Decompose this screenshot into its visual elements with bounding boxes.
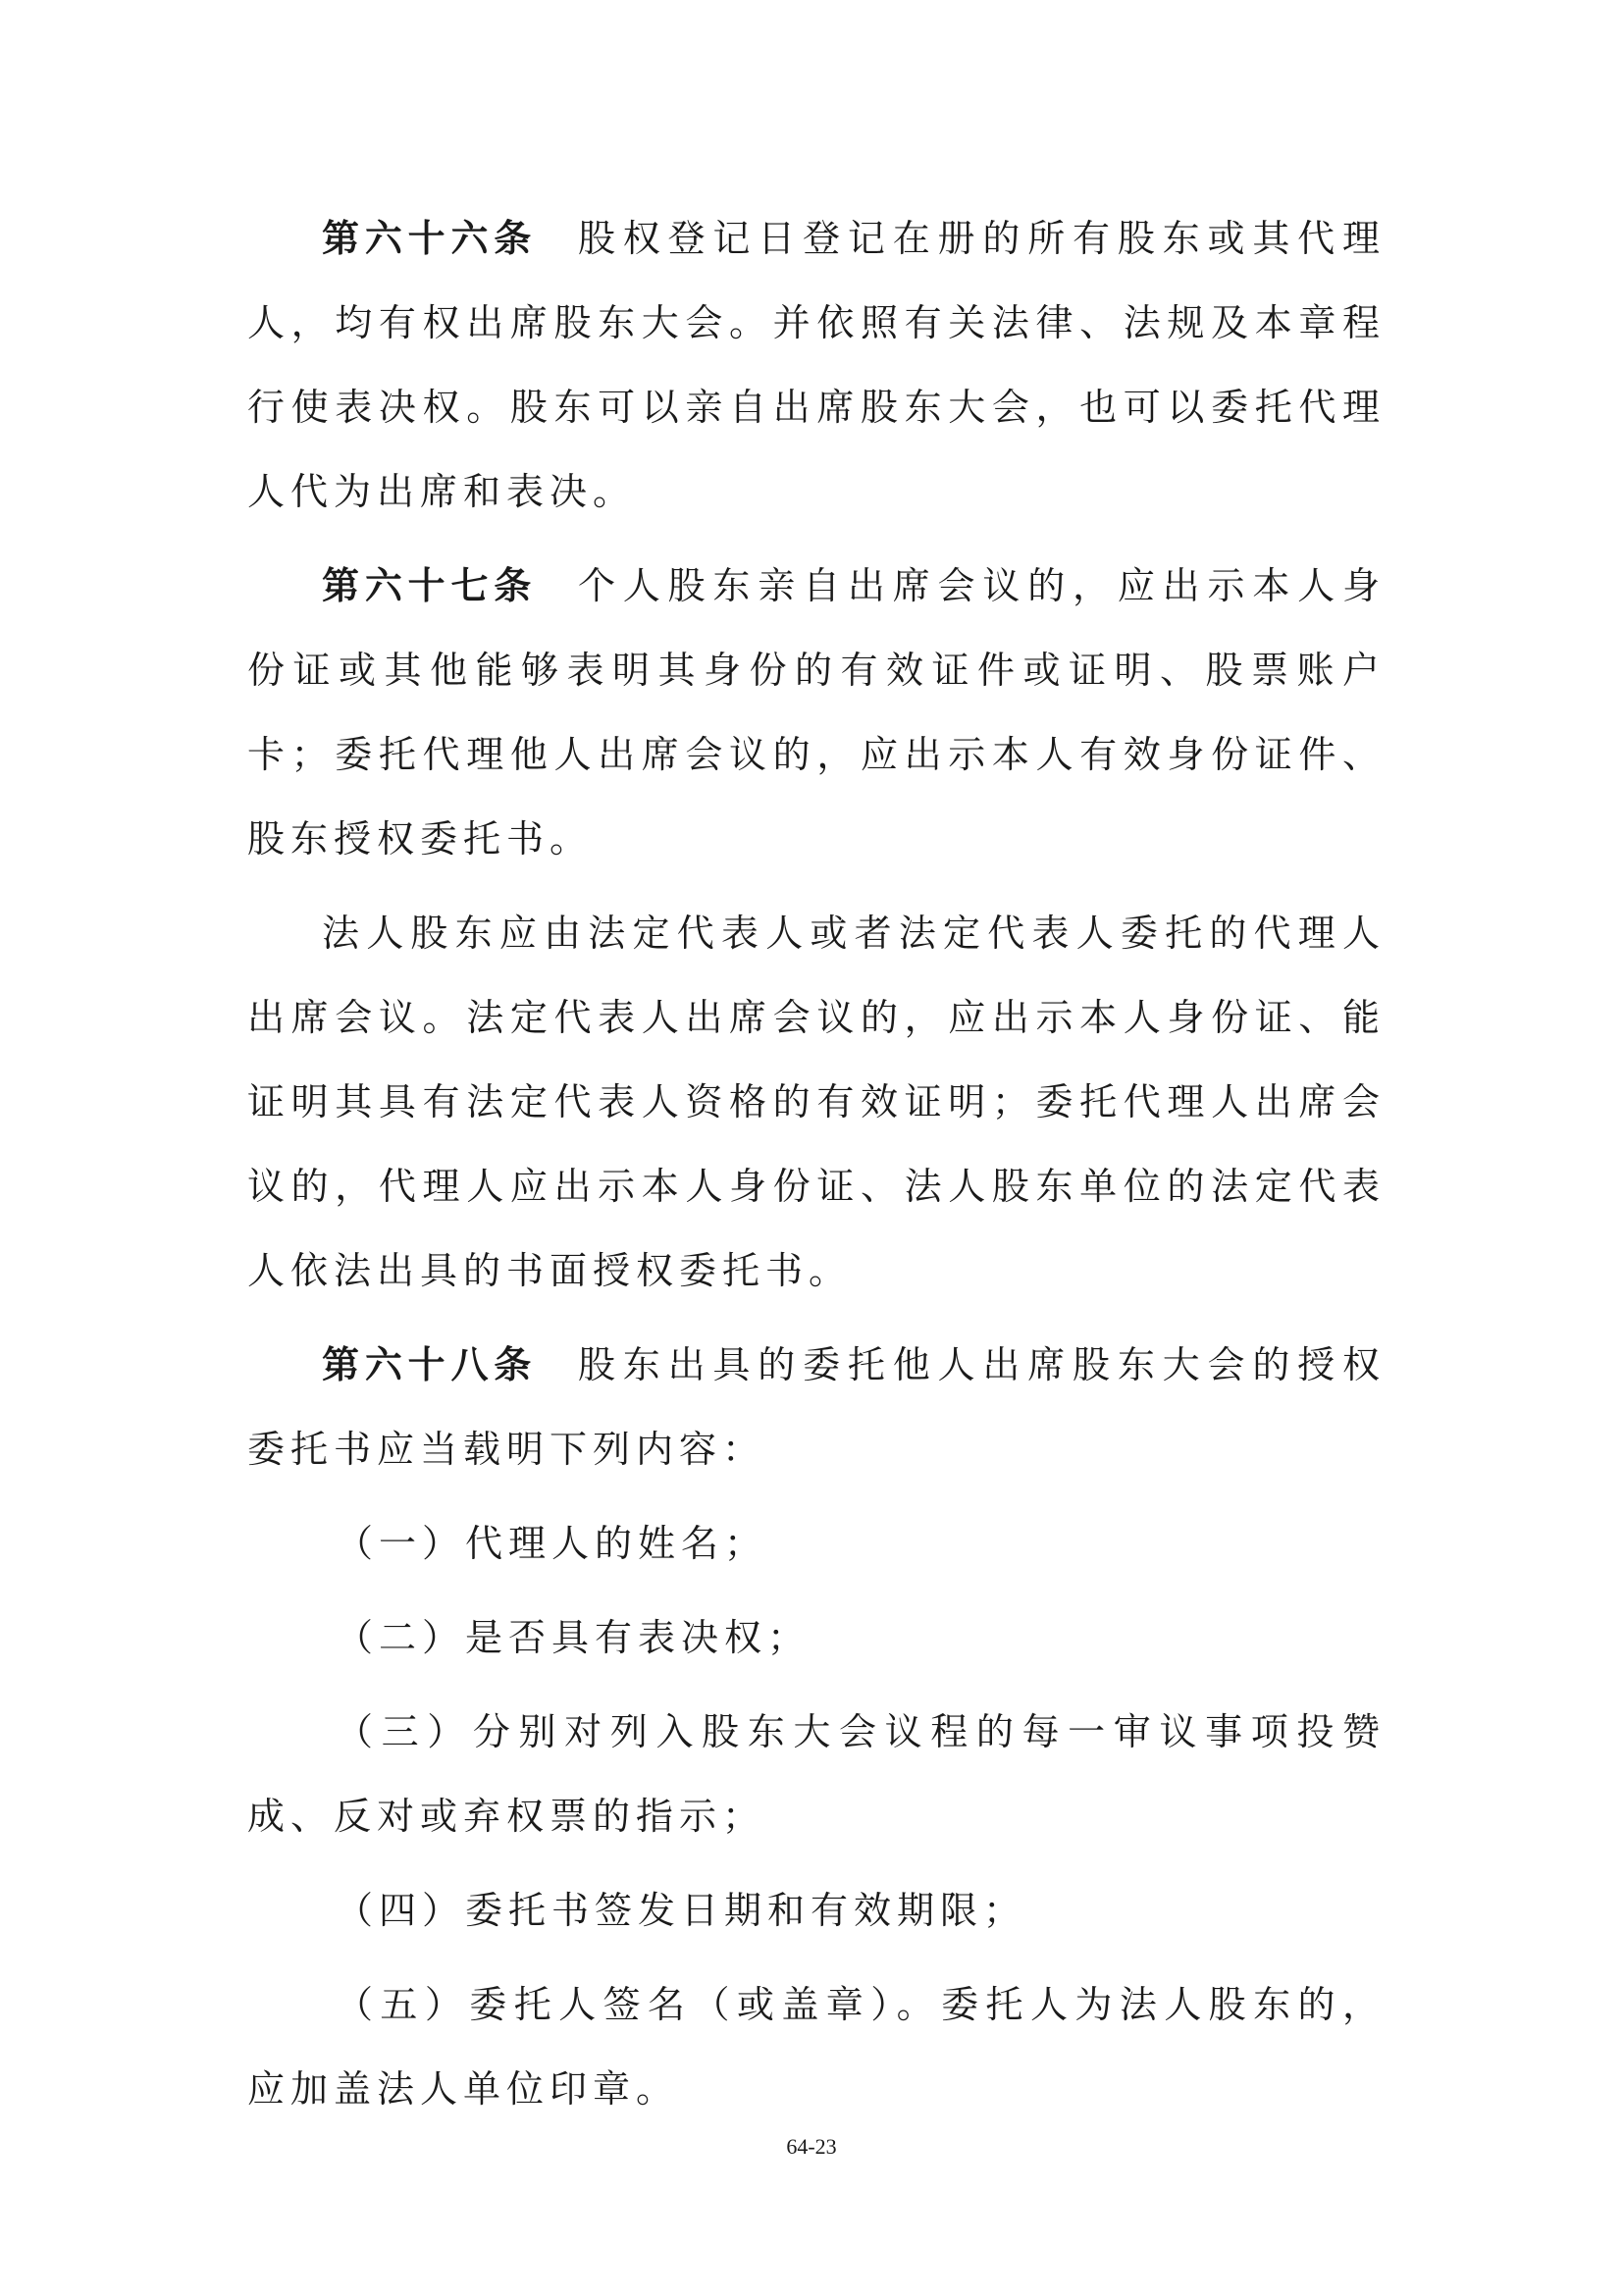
list-item: （一）代理人的姓名； — [336, 1522, 768, 1565]
document-body — [247, 196, 1386, 2141]
page-number: 64-23 — [786, 2134, 837, 2159]
article-66 — [247, 196, 1386, 534]
list-item: （四）委托书签发日期和有效期限； — [336, 1889, 1027, 1932]
article-68 — [247, 1323, 1386, 1491]
article-number: 第六十七条 — [322, 564, 538, 607]
article-number: 第六十八条 — [322, 1343, 538, 1386]
list-item: （二）是否具有表决权； — [336, 1616, 812, 1659]
article-text: 股东出具的委托他人出席股东大会的授权委托书应当载明下列内容： — [247, 1343, 1386, 1471]
article-number: 第六十六条 — [322, 217, 538, 260]
article-67 — [247, 544, 1386, 881]
article-text: 个人股东亲自出席会议的，应出示本人身份证或其他能够表明其身份的有效证件或证明、股票账户卡；委托代理他人出席会议的，应出示本人有效身份证件、股东授权委托书。 — [247, 564, 1386, 861]
article-67-paragraph-2 — [247, 891, 1386, 1313]
list-item: （三）分别对列入股东大会议程的每一审议事项投赞成、反对或弃权票的指示； — [247, 1710, 1386, 1838]
paragraph-text: 法人股东应由法定代表人或者法定代表人委托的代理人出席会议。法定代表人出席会议的，应出示本人身份证、能证明其具有法定代表人资格的有效证明；委托代理人出席会议的，代理人应出示本人身份证、法人股东单位的法定代表人依法出具的书面授权委托书。 — [247, 912, 1386, 1292]
list-item: （五）委托人签名（或盖章）。委托人为法人股东的，应加盖法人单位印章。 — [247, 1983, 1386, 2111]
article-text: 股权登记日登记在册的所有股东或其代理人，均有权出席股东大会。并依照有关法律、法规及本章程行使表决权。股东可以亲自出席股东大会，也可以委托代理人代为出席和表决。 — [247, 217, 1386, 513]
